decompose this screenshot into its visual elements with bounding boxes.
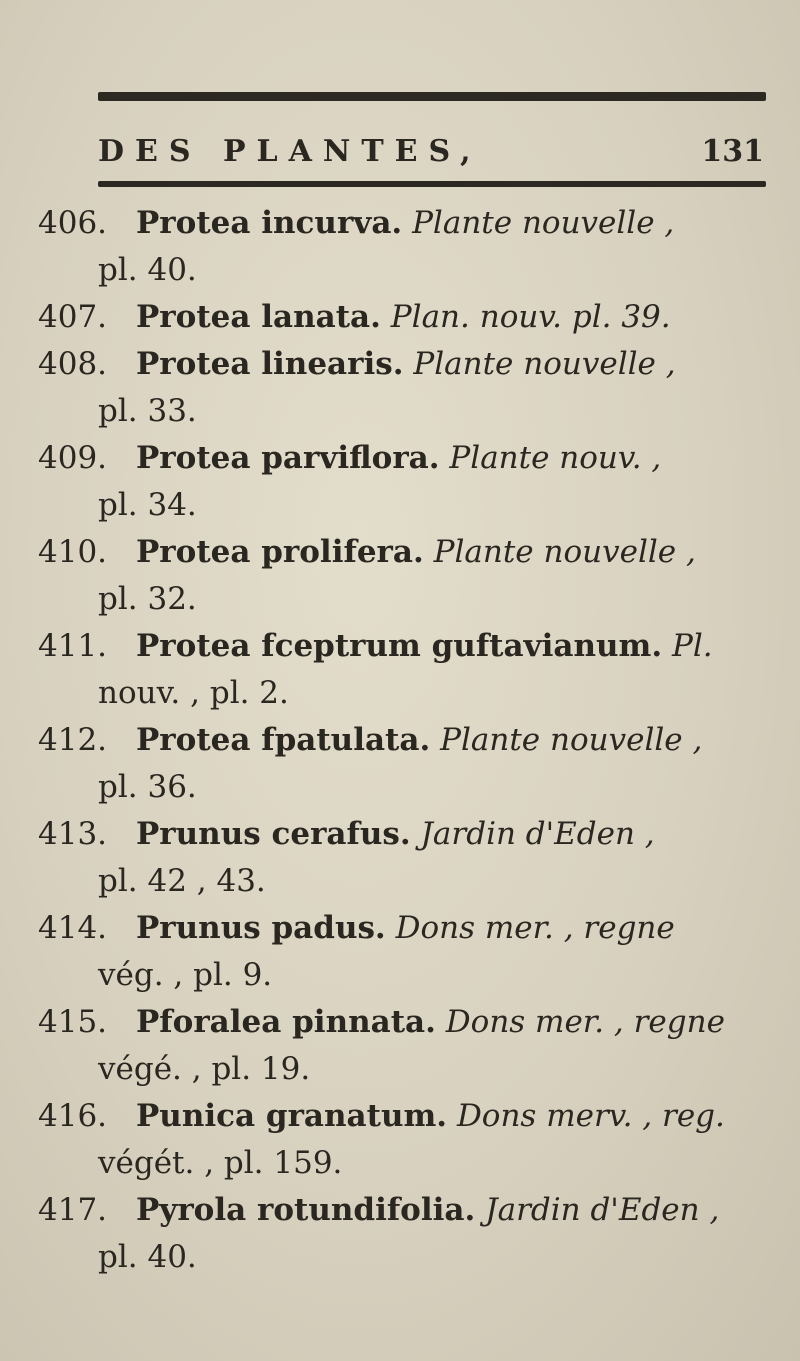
index-entry (38, 341, 778, 435)
entry-line-2: pl. 40. (98, 1239, 197, 1275)
species-name: Protea prolifera. (136, 534, 424, 570)
species-name: Protea parviflora. (136, 440, 440, 476)
entry-source: Jardin d'Eden , (485, 1192, 720, 1228)
entry-number: 417. (38, 1192, 108, 1228)
entry-source: Dons merv. , reg. (456, 1098, 725, 1134)
entry-line-1 (38, 1187, 778, 1234)
entry-line-1 (38, 529, 778, 576)
entry-line-1 (38, 1093, 778, 1140)
entry-line-1 (38, 905, 778, 952)
entry-line-2: pl. 36. (98, 769, 197, 805)
entry-line-2: nouv. , pl. 2. (98, 675, 289, 711)
entry-source: Plante nouvelle , (440, 722, 703, 758)
species-name: Prunus padus. (136, 910, 386, 946)
entry-line-1 (38, 200, 778, 247)
page-number: 131 (701, 134, 764, 169)
index-entry (38, 435, 778, 529)
species-name: Protea incurva. (136, 205, 403, 241)
index-entry (38, 200, 778, 294)
species-name: Protea fceptrum guftavianum. (136, 628, 663, 664)
index-entry (38, 1187, 778, 1281)
entry-source: Jardin d'Eden , (420, 816, 655, 852)
entry-number: 415. (38, 1004, 108, 1040)
entry-line-2: végét. , pl. 159. (98, 1145, 343, 1181)
running-title: DES PLANTES, (98, 134, 482, 169)
index-entry (38, 529, 778, 623)
entry-number: 406. (38, 205, 108, 241)
species-name: Pyrola rotundifolia. (136, 1192, 476, 1228)
entry-source: Plante nouv. , (449, 440, 662, 476)
entry-source: Plante nouvelle , (433, 534, 696, 570)
header-rule-bottom (98, 181, 766, 187)
entry-number: 412. (38, 722, 108, 758)
entry-line-1 (38, 341, 778, 388)
index-entry (38, 717, 778, 811)
entry-line-2: pl. 40. (98, 252, 197, 288)
entry-line-1 (38, 294, 778, 341)
species-name: Protea lanata. (136, 299, 381, 335)
index-entry (38, 811, 778, 905)
entry-line-2: pl. 32. (98, 581, 197, 617)
entry-source: Dons mer. , regne (445, 1004, 725, 1040)
entry-line-2: végé. , pl. 19. (98, 1051, 311, 1087)
species-name: Punica granatum. (136, 1098, 448, 1134)
entry-line-2: pl. 34. (98, 487, 197, 523)
entry-line-2: pl. 33. (98, 393, 197, 429)
entry-number: 409. (38, 440, 108, 476)
entry-number: 407. (38, 299, 108, 335)
entry-line-2: vég. , pl. 9. (98, 957, 273, 993)
entry-number: 410. (38, 534, 108, 570)
entry-source: Plante nouvelle , (412, 205, 675, 241)
entry-number: 413. (38, 816, 108, 852)
running-head (98, 134, 766, 178)
entry-source: Plante nouvelle , (413, 346, 676, 382)
plant-index-list (38, 200, 778, 1281)
header-rule-top (98, 92, 766, 101)
species-name: Prunus cerafus. (136, 816, 411, 852)
entry-number: 416. (38, 1098, 108, 1134)
index-entry (38, 999, 778, 1093)
entry-line-1 (38, 623, 778, 670)
entry-line-1 (38, 717, 778, 764)
entry-source: Plan. nouv. pl. 39. (390, 299, 671, 335)
entry-number: 414. (38, 910, 108, 946)
entry-source: Pl. (672, 628, 713, 664)
entry-line-2: pl. 42 , 43. (98, 863, 266, 899)
entry-line-1 (38, 999, 778, 1046)
entry-line-1 (38, 811, 778, 858)
index-entry (38, 905, 778, 999)
index-entry (38, 1093, 778, 1187)
entry-number: 411. (38, 628, 108, 664)
entry-number: 408. (38, 346, 108, 382)
index-entry (38, 294, 778, 341)
species-name: Protea fpatulata. (136, 722, 431, 758)
entry-line-1 (38, 435, 778, 482)
species-name: Pforalea pinnata. (136, 1004, 436, 1040)
index-entry (38, 623, 778, 717)
species-name: Protea linearis. (136, 346, 404, 382)
entry-source: Dons mer. , regne (395, 910, 675, 946)
